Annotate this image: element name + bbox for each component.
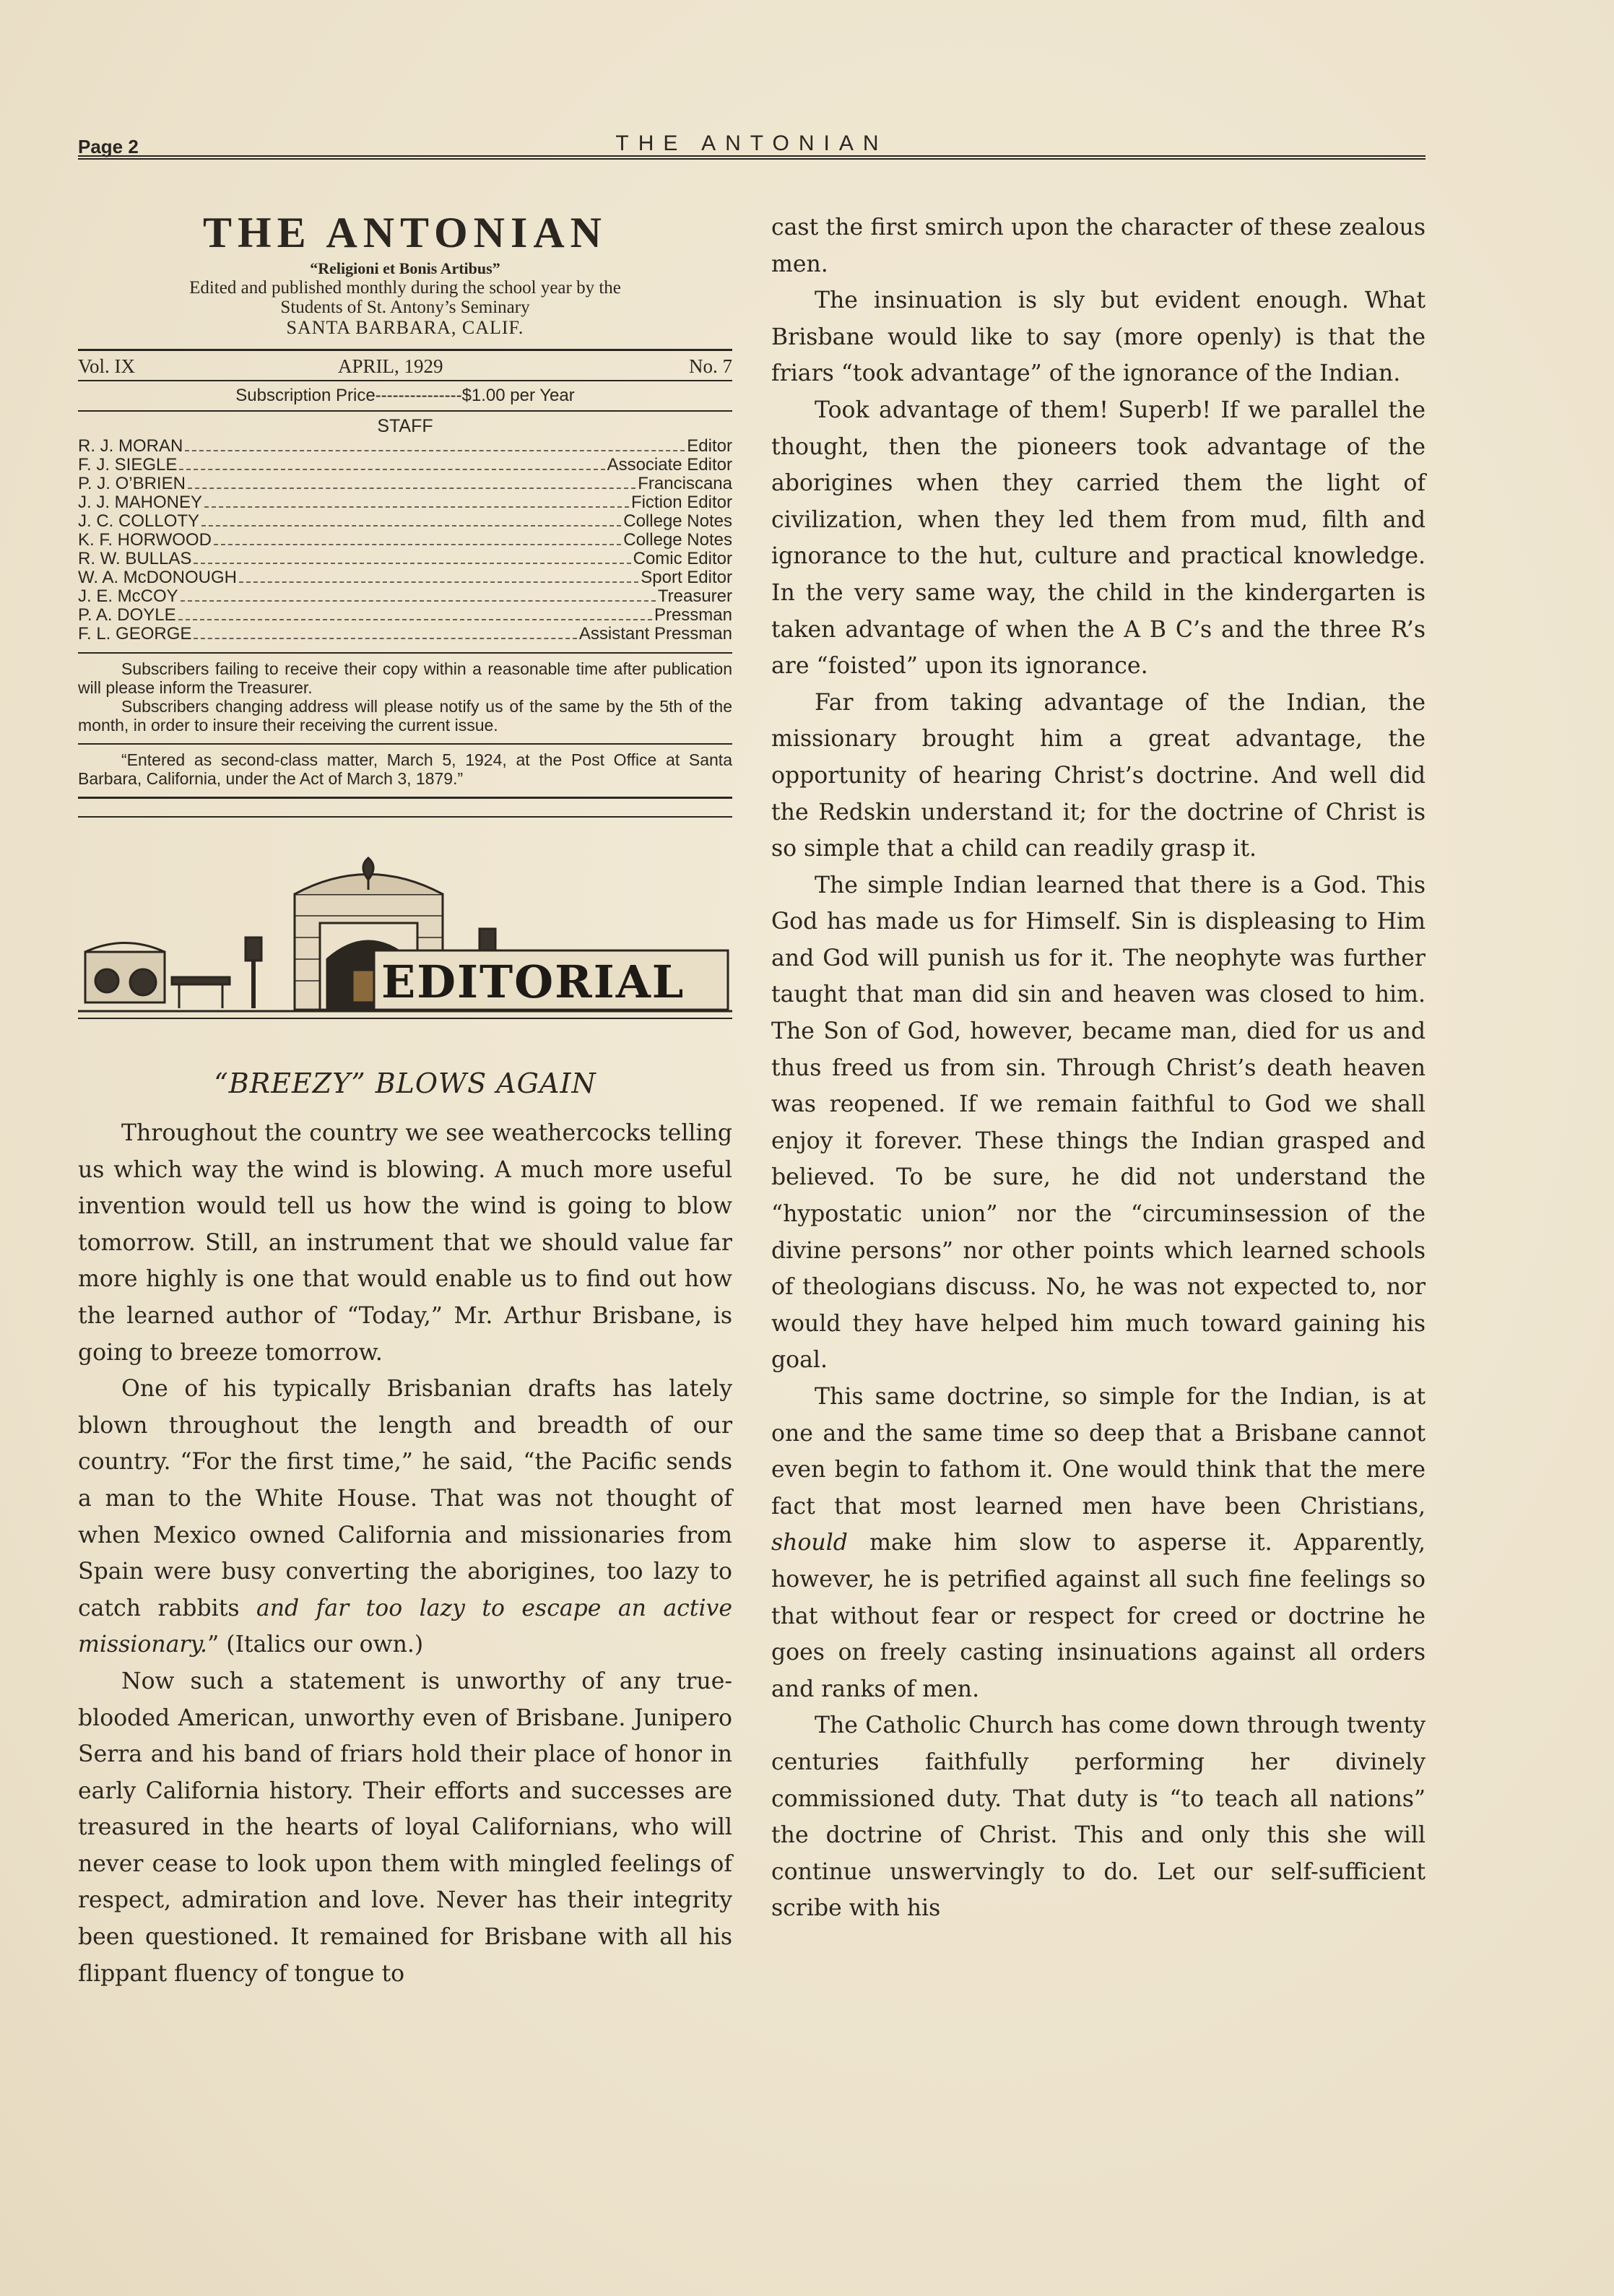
paragraph: Now such a statement is unworthy of any true-blooded American, unworthy even of Brisbane. Junipero Serra and his band of friars hold their place of honor in early California history. Their efforts and successes are treasured in the hearts of loyal Californians, who will never cease to look upon them with mingled feelings of respect, admiration and love. Never has their integrity been questioned. It remained for Brisbane with all his flippant fluency of tongue to (78, 1668, 732, 1987)
leader-dots (194, 638, 577, 639)
staff-role: Fiction Editor (630, 493, 732, 512)
paragraph: The Catholic Church has come down through twenty centuries faithfully performing her divinely commissioned duty. That duty is “to teach all nations” the doctrine of Christ. This and only this she will continue unswervingly to do. Let our self-sufficient scribe with his (771, 1712, 1426, 1922)
staff-role: Editor (687, 436, 732, 456)
volume: Vol. IX (78, 355, 136, 377)
leader-dots (178, 619, 652, 620)
masthead-motto: “Religioni et Bonis Artibus” (310, 259, 500, 277)
paragraph: Throughout the country we see weathercocks telling us which way the wind is blowing. A much more useful invention would tell us how the wind is going to blow tomorrow. Still, an instrument that we should value far more highly is one that would enable us to find out how the learned author of “Today,” Mr. Arthur Brisbane, is going to breeze tomorrow. (78, 1120, 732, 1366)
staff-list (78, 437, 732, 644)
leader-dots (181, 600, 656, 602)
masthead-city: SANTA BARBARA, CALIF. (286, 317, 524, 338)
staff-name: F. L. GEORGE (78, 624, 192, 644)
right-column (771, 209, 1426, 1927)
running-title: THE ANTONIAN (615, 131, 888, 155)
postal-entry-text: “Entered as second-class matter, March 5, 1924, at the Post Office at Santa Barbara, California, under the Act of March 3, 1879.” (78, 750, 732, 788)
article-body-left (78, 1115, 732, 1992)
postal-entry (78, 743, 732, 799)
staff-row (78, 625, 732, 644)
paragraph: This same doctrine, so simple for the Indian, is at one and the same time so deep that a Brisbane cannot even begin to fathom it. One would think that the mere fact that most learned men have been Christians, should make him slow to asperse it. Apparently, however, he is petrified against all such fine feelings so that without fear or respect for creed or doctrine he goes on freely casting insinuations against all orders and ranks of men. (771, 1384, 1426, 1702)
leader-dots (179, 469, 604, 470)
staff-role: Pressman (654, 605, 732, 625)
staff-name: P. J. O’BRIEN (78, 474, 186, 493)
staff-row (78, 493, 732, 512)
staff-name: P. A. DOYLE (78, 605, 176, 625)
leader-dots (194, 563, 630, 564)
staff-row (78, 568, 732, 587)
paragraph: One of his typically Brisbanian drafts has lately blown throughout the length and breadth of our country. “For the first time,” he said, “the Pacific sends a man to the White House. That was not thought of when Mexico owned California and missionaries from Spain were busy converting the aborigines, too lazy to catch rabbits and far too lazy to escape an active missionary.” (Italics our own.) (78, 1376, 732, 1658)
section-rule (78, 816, 732, 818)
subscription-price: Subscription Price---------------$1.00 per Year (78, 381, 732, 412)
subscriber-notice (78, 652, 732, 735)
staff-role: College Notes (623, 530, 732, 550)
leader-dots (201, 525, 621, 527)
staff-row (78, 531, 732, 550)
editorial-label: EDITORIAL (381, 956, 685, 1008)
staff-heading: STAFF (377, 416, 433, 436)
masthead-line-2: Students of St. Antony’s Seminary (280, 298, 530, 317)
staff-role: Franciscana (638, 474, 732, 493)
issue-number: No. 7 (689, 355, 732, 377)
staff-row (78, 512, 732, 531)
staff-name: R. J. MORAN (78, 436, 183, 456)
paragraph: cast the first smirch upon the character of these zealous men. (771, 215, 1426, 277)
editorial-banner-illustration (78, 844, 732, 1046)
staff-name: J. C. COLLOTY (78, 511, 200, 531)
staff-row (78, 456, 732, 475)
paragraph: The insinuation is sly but evident enough. What Brisbane would like to say (more openly) is that the friars “took advantage” of the ignorance of the Indian. (771, 287, 1426, 387)
staff-row (78, 587, 732, 606)
staff-row (78, 475, 732, 493)
staff-row (78, 606, 732, 625)
masthead-title: THE ANTONIAN (202, 209, 607, 256)
editorial-banner (78, 844, 732, 1046)
paragraph: Far from taking advantage of the Indian, the missionary brought him a great advantage, the opportunity of hearing Christ’s doctrine. And well did the Redskin understand it; for the doctrine of Christ is so simple that a child can readily grasp it. (771, 689, 1426, 862)
leader-dots (214, 544, 621, 545)
article-headline: “BREEZY” BLOWS AGAIN (214, 1067, 596, 1099)
staff-role: Assistant Pressman (578, 624, 732, 644)
article-body-right (771, 209, 1426, 1927)
masthead-line-1: Edited and published monthly during the school year by the (189, 278, 621, 298)
paragraph: Took advantage of them! Superb! If we parallel the thought, then the pioneers took advantage of the aborigines when they carried them the light of civilization, when they led them from mud, filth and ignorance to the hut, culture and practical knowledge. In the very same way, the child in the kindergarten is taken advantage of when the A B C’s and the three R’s are “foisted” upon its ignorance. (771, 397, 1426, 680)
staff-name: F. J. SIEGLE (78, 455, 178, 475)
staff-row (78, 437, 732, 456)
notice-delivery: Subscribers failing to receive their copy within a reasonable time after publication will please inform the Treasurer. (78, 659, 732, 697)
leader-dots (239, 581, 638, 583)
staff-role: Sport Editor (641, 568, 732, 587)
staff-role: College Notes (623, 511, 732, 531)
staff-name: K. F. HORWOOD (78, 530, 212, 550)
staff-name: J. J. MAHONEY (78, 493, 203, 512)
volume-bar (78, 349, 732, 381)
staff-name: W. A. McDONOUGH (78, 568, 238, 587)
staff-role: Associate Editor (607, 455, 732, 475)
page-number: Page 2 (78, 136, 139, 157)
staff-name: J. E. McCOY (78, 586, 178, 606)
staff-role: Comic Editor (633, 549, 732, 568)
notice-address: Subscribers changing address will please notify us of the same by the 5th of the month, in order to insure their receiving the current issue. (78, 697, 732, 735)
paragraph: The simple Indian learned that there is a God. This God has made us for Himself. Sin is displeasing to Him and God will punish us for it. The neophyte was further taught that man did sin and heaven was closed to him. The Son of God, however, became man, died for us and thus freed us from sin. Through Christ’s death heaven was reopened. If we remain faithful to God we shall enjoy it forever. These things the Indian grasped and believed. To be sure, he did not understand the “hypostatic union” nor the “circuminsession of the divine persons” nor other points which learned schools of theologians discuss. No, he was not expected to, nor would they have helped him much toward gaining his goal. (771, 872, 1426, 1374)
leader-dots (185, 450, 685, 451)
issue-date: APRIL, 1929 (338, 355, 443, 377)
masthead (78, 208, 732, 339)
staff-name: R. W. BULLAS (78, 549, 192, 568)
left-column (78, 202, 732, 1992)
leader-dots (188, 488, 635, 489)
header-rule (78, 155, 1426, 160)
staff-row (78, 550, 732, 568)
leader-dots (204, 506, 629, 508)
staff-role: Treasurer (657, 586, 732, 606)
